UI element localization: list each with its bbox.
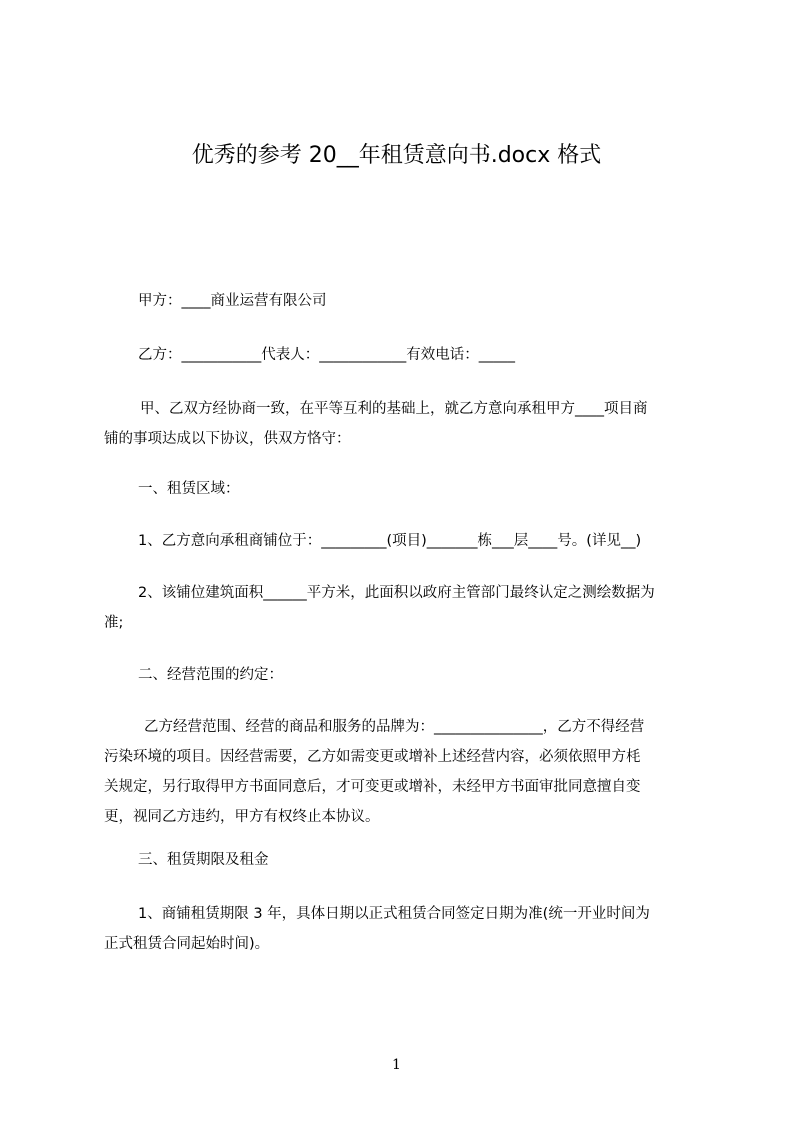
section-2-heading: 二、经营范围的约定： (138, 667, 283, 683)
section-2-body (104, 712, 710, 832)
intro-line-1: 甲、乙双方经协商一致，在平等互利的基础上，就乙方意向承租甲方____项目商 (140, 401, 648, 417)
section-1-item-2 (104, 578, 710, 638)
section-3-item-1-line-1: 1、商铺租赁期限 3 年，具体日期以正式租赁合同签定日期为准(统一开业时间为 (138, 906, 650, 922)
section-1-item-2-line-1: 2、该铺位建筑面积______平方米，此面积以政府主管部门最终认定之测绘数据为 (138, 585, 655, 601)
party-a-line: 甲方：____商业运营有限公司 (138, 293, 327, 309)
section-1-item-2-line-2: 准; (104, 615, 124, 631)
section-2-line-3: 关规定，另行取得甲方书面同意后，才可变更或增补，未经甲方书面审批同意擅自变 (104, 779, 641, 795)
party-b-line: 乙方：___________代表人：____________有效电话：_____ (138, 347, 515, 363)
section-3-item-1-line-2: 正式租赁合同起始时间)。 (104, 936, 270, 952)
section-2-line-1: 乙方经营范围、经营的商品和服务的品牌为：_______________，乙方不得经营 (144, 719, 645, 735)
document-title: 优秀的参考 20__年租赁意向书.docx 格式 (191, 143, 602, 168)
section-3-heading: 三、租赁期限及租金 (138, 852, 269, 868)
section-1-heading: 一、租赁区域： (138, 481, 240, 497)
section-2-line-4: 更，视同乙方违约，甲方有权终止本协议。 (104, 809, 380, 825)
intro-paragraph (104, 394, 710, 454)
section-3-item-1 (104, 899, 710, 959)
section-1-item-1: 1、乙方意向承租商铺位于：_________(项目)_______栋___层____号。(详见__) (138, 533, 642, 549)
page-number: 1 (392, 1057, 401, 1073)
section-2-line-2: 污染环境的项目。因经营需要，乙方如需变更或增补上述经营内容，必须依照甲方枆 (104, 749, 641, 765)
intro-line-2: 铺的事项达成以下协议，供双方恪守： (104, 431, 351, 447)
